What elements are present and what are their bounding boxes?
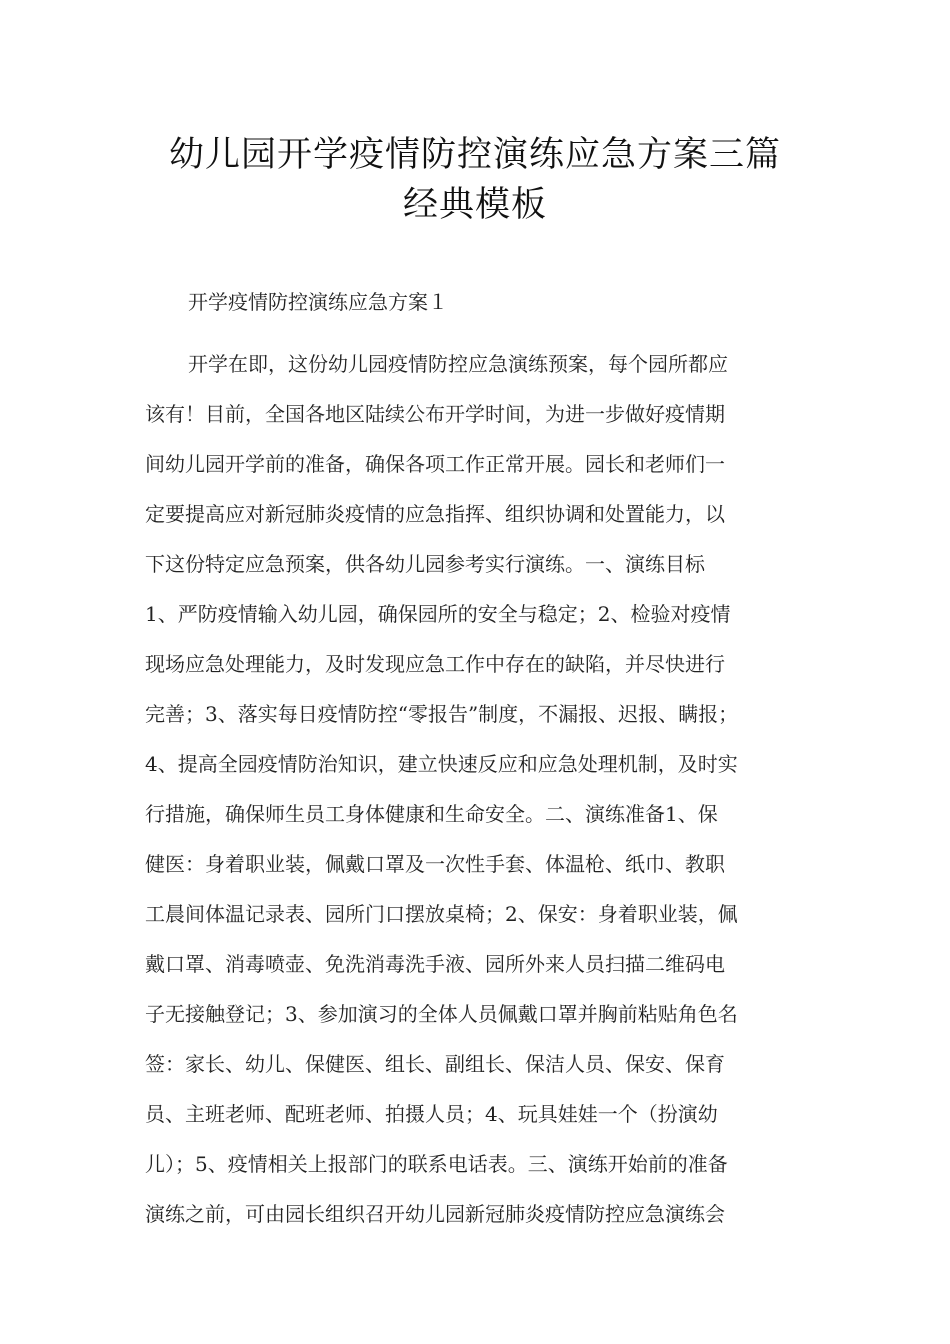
title-line-1: 幼儿园开学疫情防控演练应急方案三篇	[168, 135, 781, 175]
body-line: 间幼儿园开学前的准备，确保各项工作正常开展。园长和老师们一	[145, 452, 725, 476]
body-line: 签：家长、幼儿、保健医、组长、副组长、保洁人员、保安、保育	[145, 1052, 725, 1076]
body-line: 下这份特定应急预案，供各幼儿园参考实行演练。一、演练目标	[145, 552, 705, 576]
title-line-2: 经典模板	[402, 185, 547, 225]
body-line: 定要提高应对新冠肺炎疫情的应急指挥、组织协调和处置能力，以	[145, 502, 725, 526]
body-line: 该有！目前，全国各地区陆续公布开学时间，为进一步做好疫情期	[145, 402, 725, 426]
section-heading: 开学疫情防控演练应急方案１	[188, 290, 448, 314]
body-line: 开学在即，这份幼儿园疫情防控应急演练预案，每个园所都应	[188, 352, 728, 376]
body-line: 戴口罩、消毒喷壶、免洗消毒洗手液、园所外来人员扫描二维码电	[145, 952, 725, 976]
body-line: 行措施，确保师生员工身体健康和生命安全。二、演练准备1、保	[145, 802, 718, 826]
body-line: 1、严防疫情输入幼儿园，确保园所的安全与稳定；2、检验对疫情	[145, 602, 731, 626]
body-line: 现场应急处理能力，及时发现应急工作中存在的缺陷，并尽快进行	[145, 652, 725, 676]
document-title	[120, 130, 830, 230]
body-line: 4、提高全园疫情防治知识，建立快速反应和应急处理机制，及时实	[145, 752, 738, 776]
body-text	[145, 339, 815, 1239]
body-line: 员、主班老师、配班老师、拍摄人员；4、玩具娃娃一个（扮演幼	[145, 1102, 718, 1126]
body-line: 儿）；5、疫情相关上报部门的联系电话表。三、演练开始前的准备	[145, 1152, 728, 1176]
body-line: 完善；3、落实每日疫情防控“零报告”制度，不漏报、迟报、瞒报；	[145, 702, 739, 726]
body-line: 子无接触登记；3、参加演习的全体人员佩戴口罩并胸前粘贴角色名	[145, 1002, 738, 1026]
body-line: 演练之前，可由园长组织召开幼儿园新冠肺炎疫情防控应急演练会	[145, 1202, 725, 1226]
body-line: 工晨间体温记录表、园所门口摆放桌椅；2、保安：身着职业装，佩	[145, 902, 738, 926]
body-line: 健医：身着职业装，佩戴口罩及一次性手套、体温枪、纸巾、教职	[145, 852, 725, 876]
